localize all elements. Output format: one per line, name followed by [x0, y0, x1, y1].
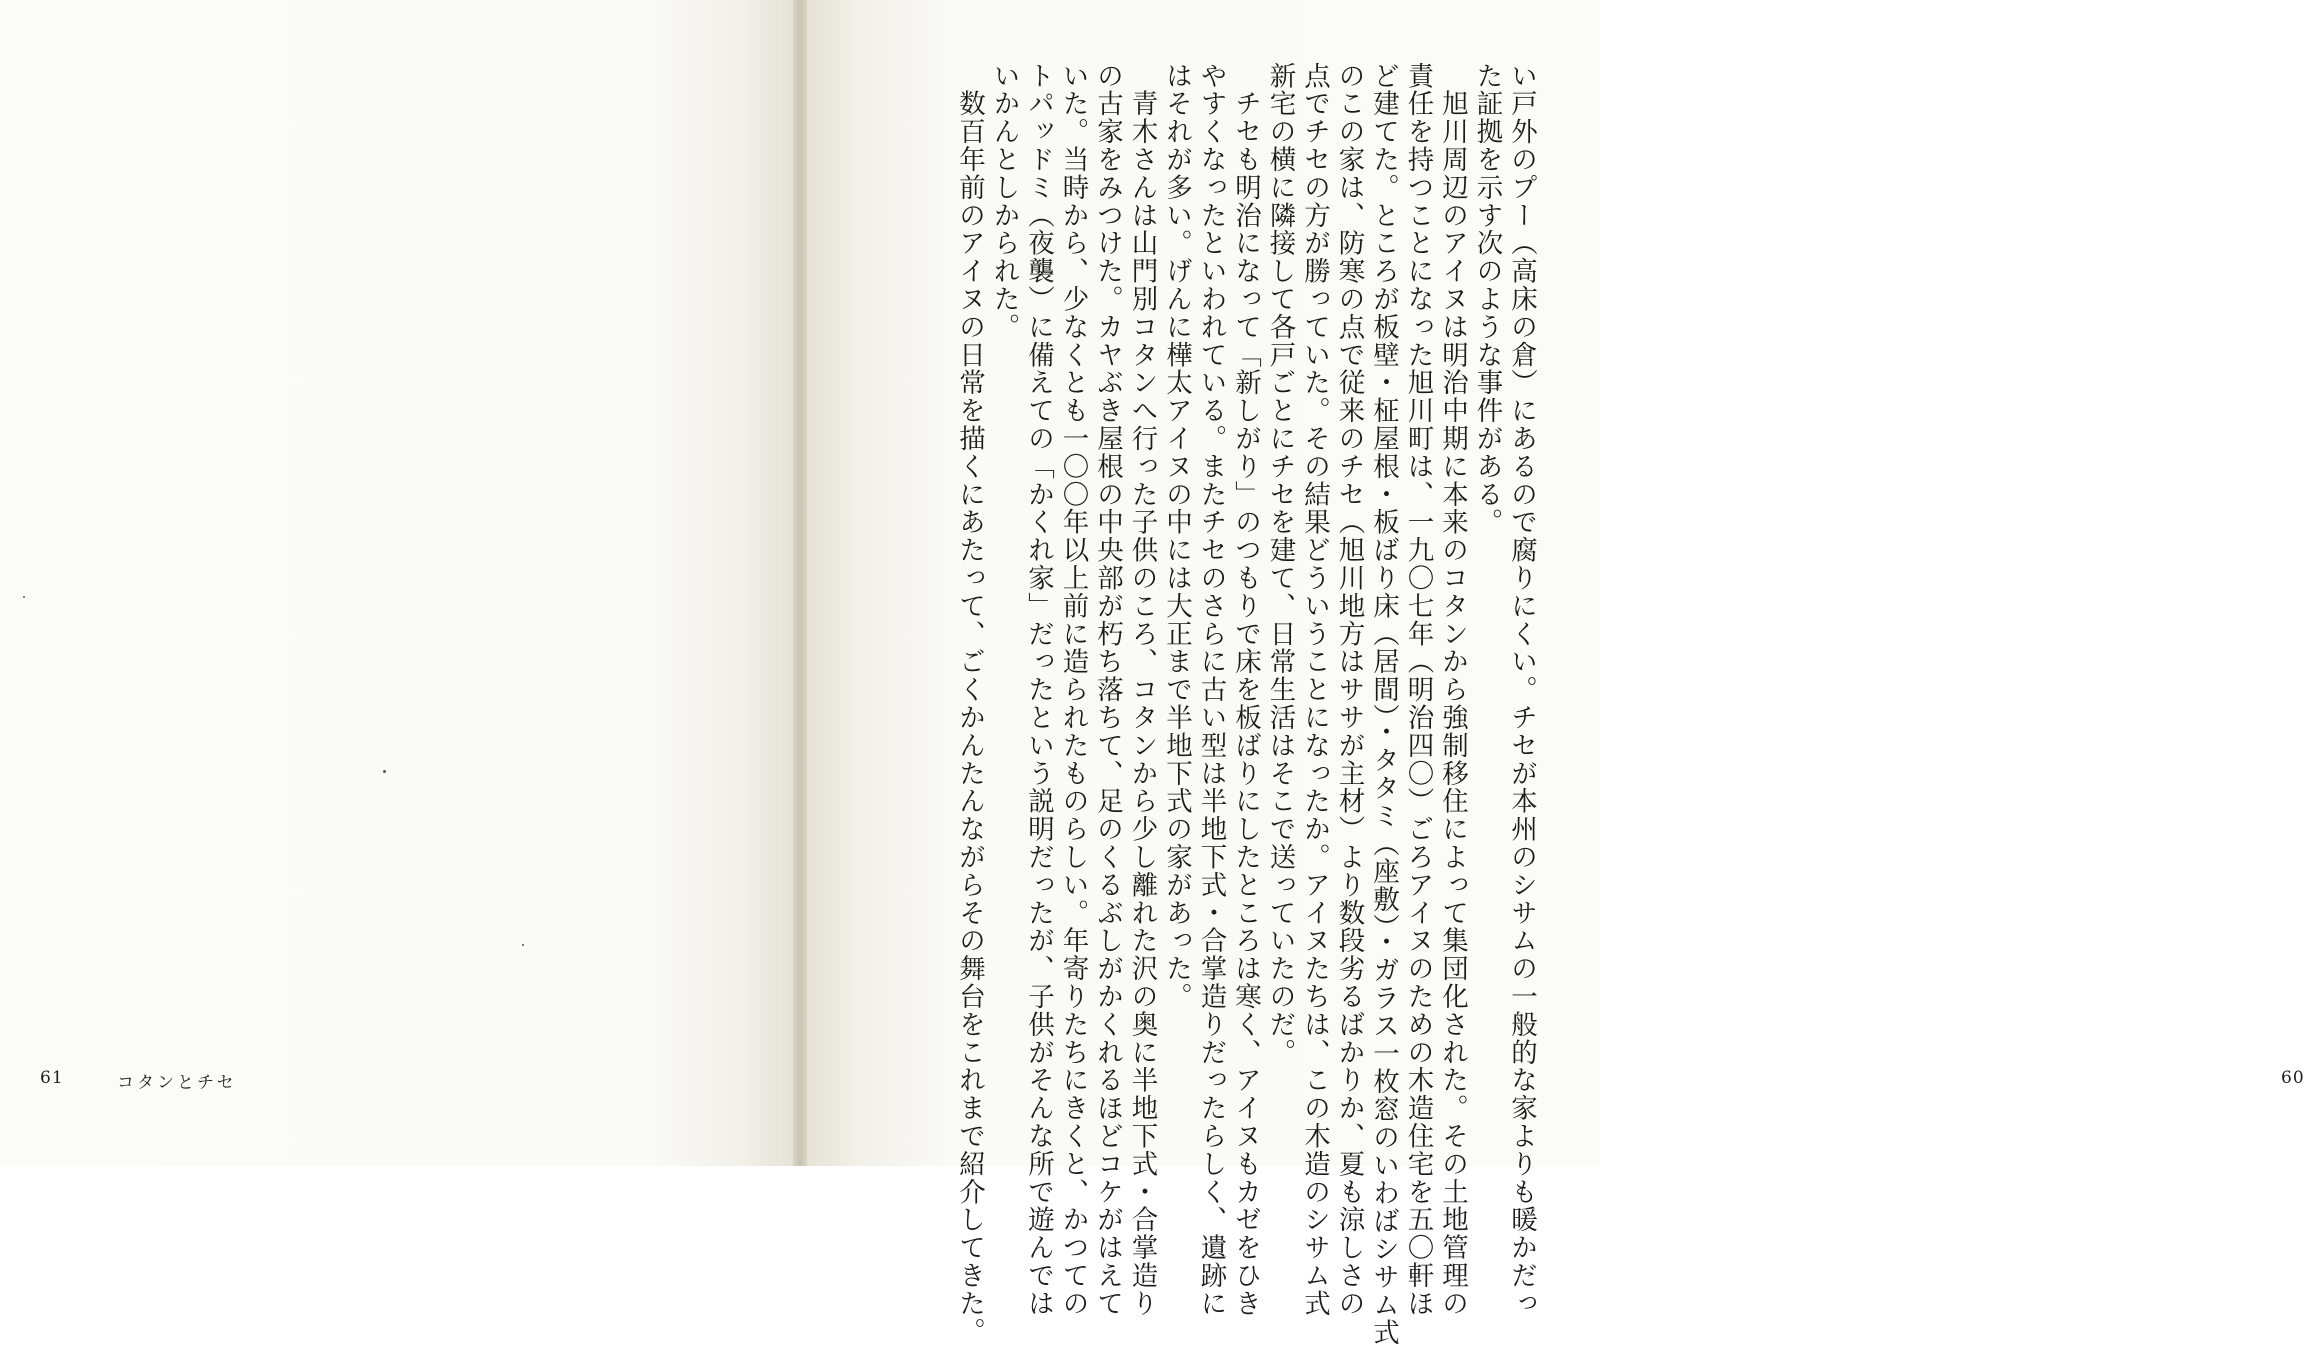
text-line: のこの家は、防寒の点で従来のチセ（旭川地方はササが主材）より数段劣るばかりか、夏も涼しさの [1333, 62, 1365, 1318]
left-page [0, 0, 793, 1166]
text-line: 点でチセの方が勝っていた。その結果どういうことになったか。アイヌたちは、この木造のシサム式 [1299, 62, 1330, 1318]
text-line: チセも明治になって「新しがり」のつもりで床を板ばりにしたところは寒く、アイヌもカゼをひき [1230, 62, 1261, 1318]
text-line: 青木さんは山門別コタンへ行った子供のころ、コタンから少し離れた沢の奥に半地下式・合掌造り [1126, 62, 1158, 1318]
running-head: コタンとチセ [117, 1073, 237, 1093]
text-line: ど建てた。ところが板壁・柾屋根・板ばり床（居間）・タタミ（座敷）・ガラス一枚窓のいわばシサム式 [1368, 62, 1399, 1347]
paper-speck [23, 596, 25, 598]
right-page-body [952, 62, 1539, 1347]
text-line: の古家をみつけた。カヤぶき屋根の中央部が朽ち落ちて、足のくるぶしがかくれるほどコケがはえて [1092, 62, 1123, 1318]
text-line: 責任を持つことになった旭川町は、一九〇七年（明治四〇）ごろアイヌのための木造住宅を五〇軒ほ [1402, 62, 1434, 1318]
text-line: 旭川周辺のアイヌは明治中期に本来のコタンから強制移住によって集団化された。その土地管理の [1437, 62, 1468, 1318]
paper-speck [522, 944, 524, 946]
text-line: 数百年前のアイヌの日常を描くにあたって、ごくかんたんながらその舞台をこれまで紹介してきた。 [954, 62, 985, 1346]
text-line: いかんとしかられた。 [988, 62, 1020, 341]
paper-speck [383, 770, 386, 773]
text-line: はそれが多い。げんに樺太アイヌの中には大正まで半地下式の家があった。 [1161, 62, 1192, 1011]
text-line: い戸外のプー（高床の倉）にあるので腐りにくい。チセが本州のシサムの一般的な家よりも暖かだっ [1506, 62, 1537, 1318]
page-number: 61 [40, 1068, 64, 1088]
text-line: 新宅の横に隣接して各戸ごとにチセを建て、日常生活はそこで送っていたのだ。 [1264, 62, 1296, 1067]
text-line: やすくなったといわれている。またチセのさらに古い型は半地下式・合掌造りだったらしく、遺跡に [1195, 62, 1227, 1318]
page-number: 60 [2281, 1068, 2305, 1088]
text-line: いた。当時から、少なくとも一〇〇年以上前に造られたものらしい。年寄りたちにきくと、かつての [1057, 62, 1089, 1318]
text-line: た証拠を示す次のような事件がある。 [1471, 62, 1503, 537]
text-line: トパッドミ（夜襲）に備えての「かくれ家」だったという説明だったが、子供がそんな所で遊んでは [1023, 62, 1054, 1318]
right-page [807, 0, 2305, 1347]
book-gutter [793, 0, 807, 1166]
